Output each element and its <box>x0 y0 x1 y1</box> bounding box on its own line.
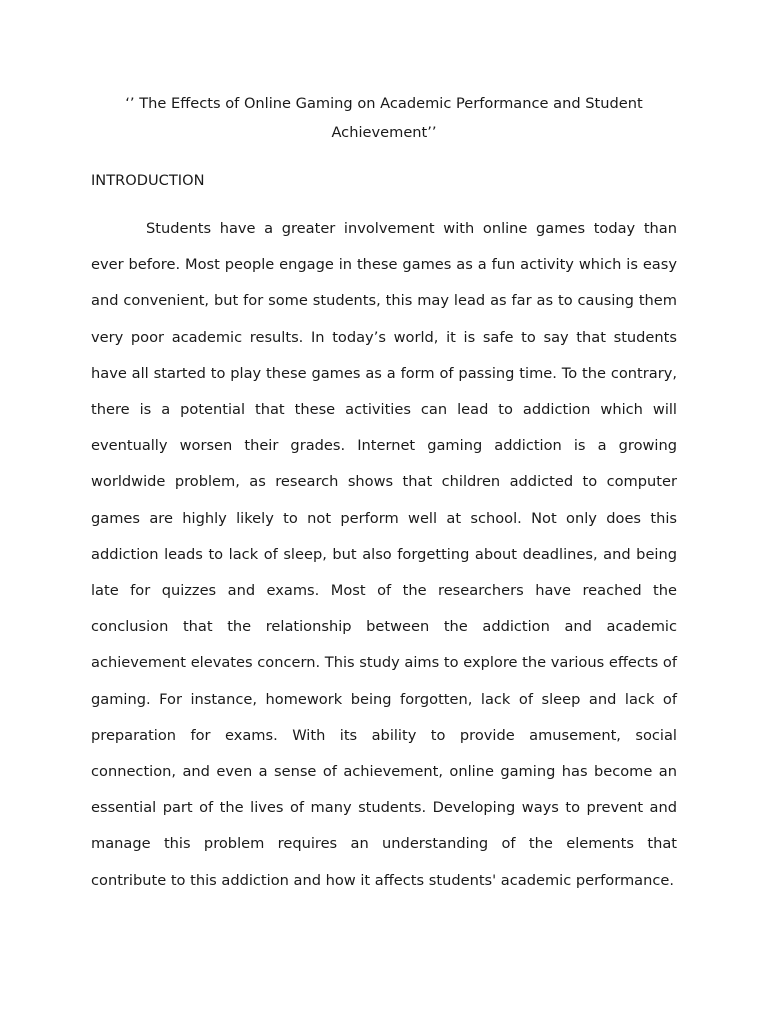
section-heading: INTRODUCTION <box>91 172 205 189</box>
document-title: ‘’ The Effects of Online Gaming on Academic Performance and Student Achievement’’ <box>125 95 643 141</box>
introduction-paragraph: Students have a greater involvement with online games today than ever before. Most people engage in these games as a fun activity which is easy and convenient, but for some students, this may lead as far as to causing them very poor academic results. In today’s world, it is safe to say that students have all started to play these games as a form of passing time. To the contrary, there is a potential that these activities can lead to addiction which will eventually worsen their grades. Internet gaming addiction is a growing worldwide problem, as research shows that children addicted to computer games are highly likely to not perform well at school. Not only does this addiction leads to lack of sleep, but also forgetting about deadlines, and being late for quizzes and exams. Most of the researchers have reached the conclusion that the relationship between the addiction and academic achievement elevates concern. This study aims to explore the various effects of gaming. For instance, homework being forgotten, lack of sleep and lack of preparation for exams. With its ability to provide amusement, social connection, and even a sense of achievement, online gaming has become an essential part of the lives of many students. Developing ways to prevent and manage this problem requires an understanding of the elements that contribute to this addiction and how it affects students' academic performance. <box>91 220 677 889</box>
